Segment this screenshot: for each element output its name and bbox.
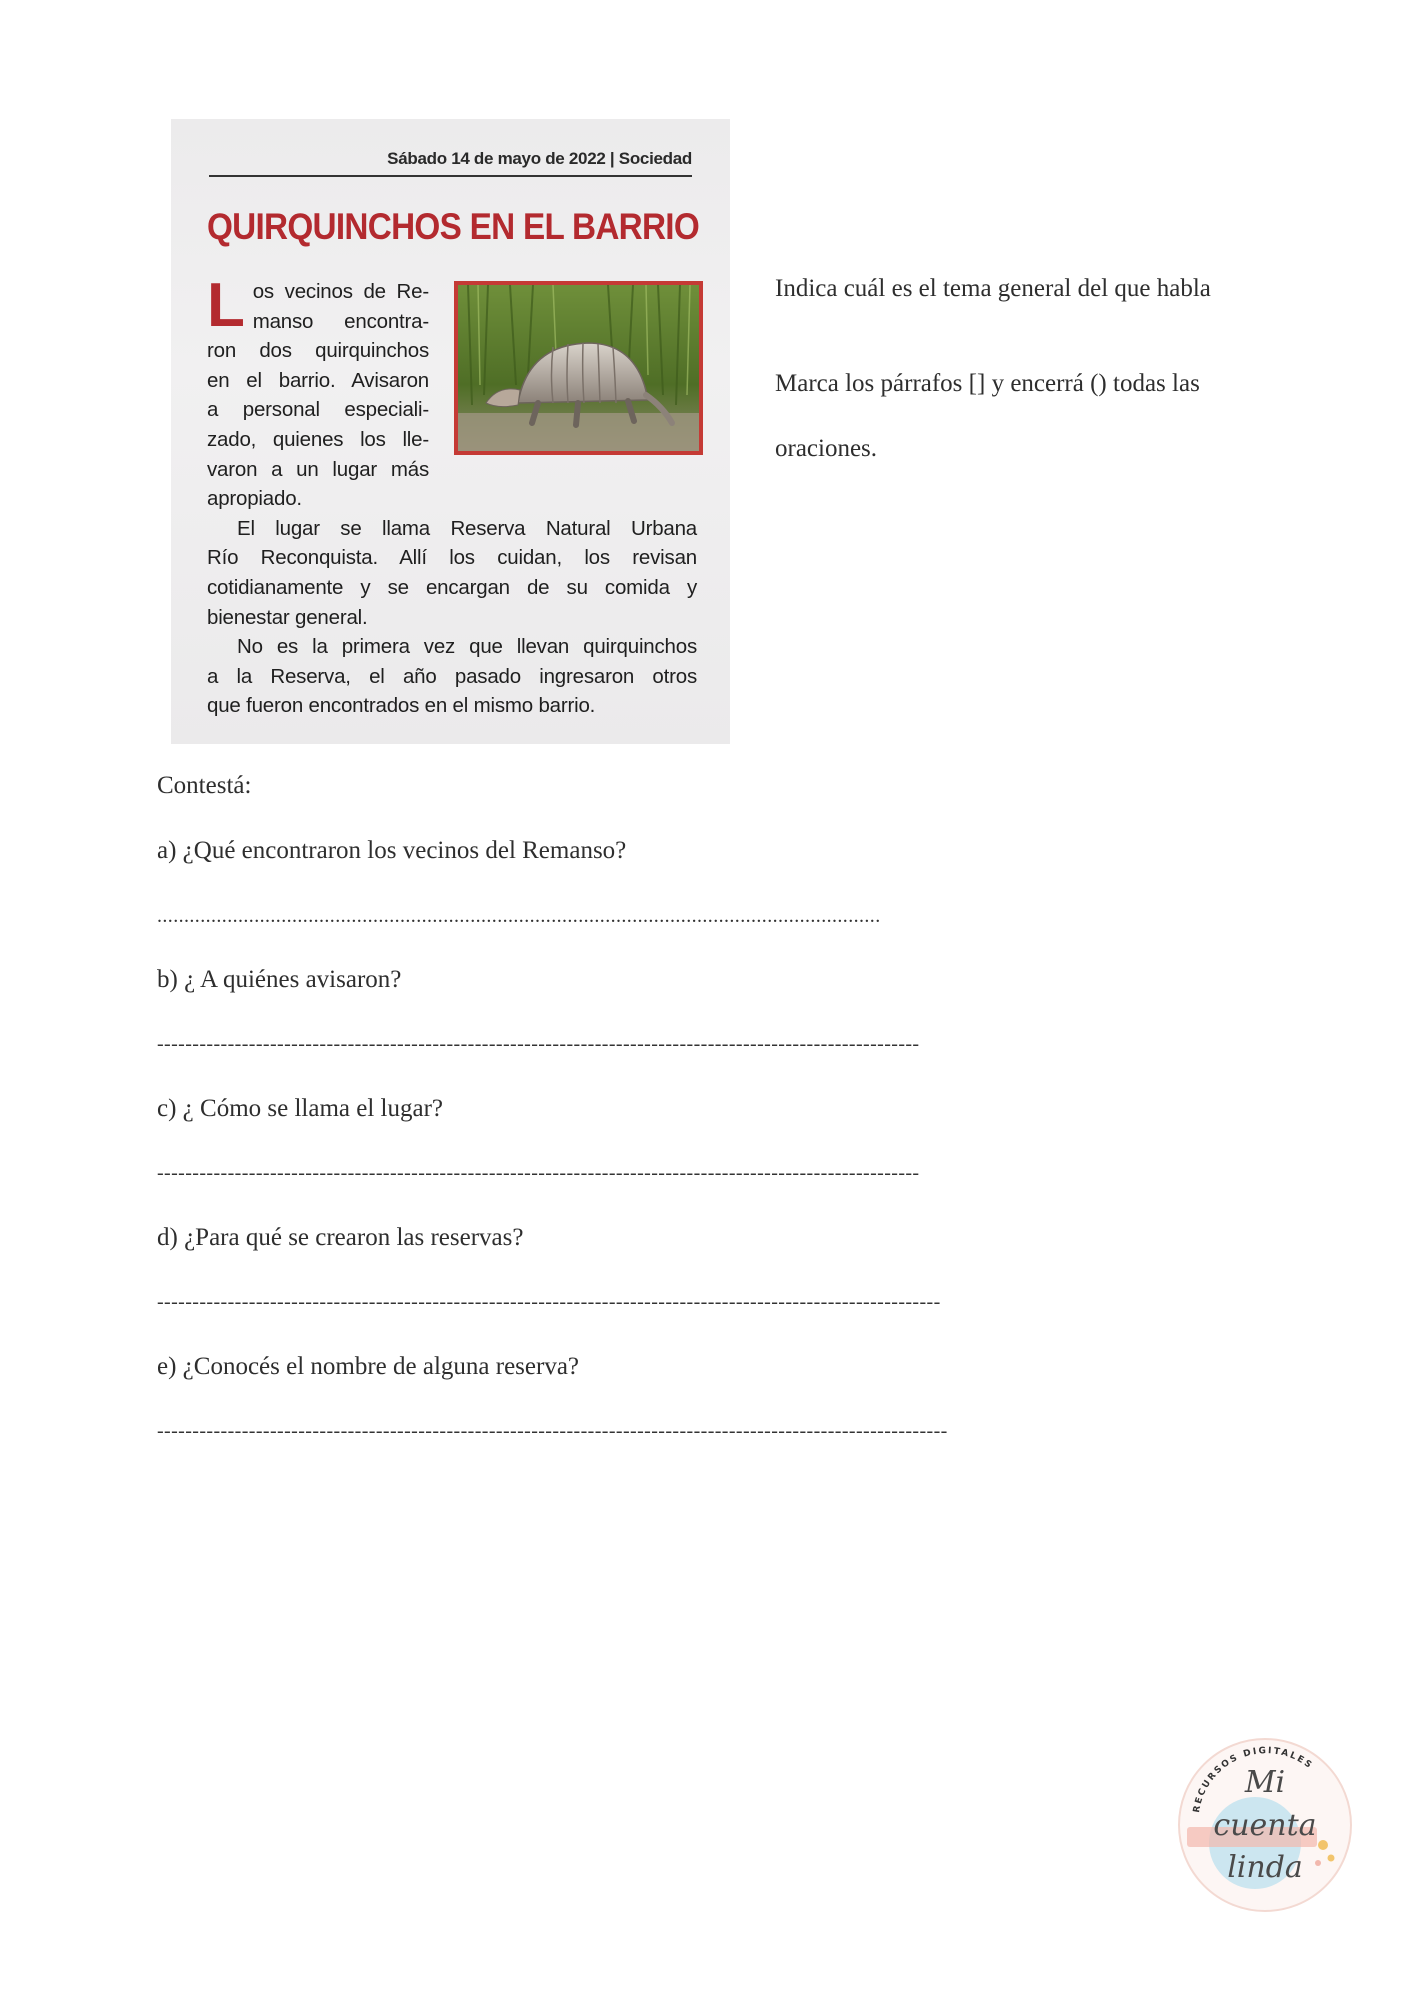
article-line: manso encontra- [252,309,429,333]
logo-text-line2: cuenta [1213,1808,1317,1843]
brand-logo [1175,1735,1355,1915]
instruction-mark-paragraphs-cont: oraciones. [775,435,878,462]
clipping-rule [209,175,692,177]
article-line: a la Reserva, el año pasado ingresaron otros [207,664,697,688]
article-line: os vecinos de Re- [252,280,429,303]
question-b: b) ¿ A quiénes avisaron? [157,966,402,993]
article-line: bienestar general. [207,605,368,629]
question-e: e) ¿Conocés el nombre de alguna reserva? [157,1353,580,1380]
instruction-mark-paragraphs: Marca los párrafos [] y encerrá () todas las [775,370,1200,397]
article-line: varon a un lugar más [207,457,429,481]
article-line: ron dos quirquinchos [207,339,429,363]
question-a: a) ¿Qué encontraron los vecinos del Remanso? [157,837,627,864]
article-line: zado, quienes los lle- [207,427,429,451]
answer-line-c[interactable]: ------------------------------------------------------------------------------------------------------------ [157,1162,920,1184]
paragraph-1 [207,271,697,514]
article-line: El lugar se llama Reserva Natural Urbana [237,516,697,540]
answer-line-e[interactable]: ---------------------------------------------------------------------------------------------------------------- [157,1420,948,1442]
logo-text-line1: Mi [1244,1765,1286,1800]
clipping-headline: QUIRQUINCHOS EN EL BARRIO [207,206,700,247]
answer-line-d[interactable]: --------------------------------------------------------------------------------------------------------------- [157,1291,941,1313]
article-line: apropiado. [207,487,302,511]
answer-line-a[interactable]: ...................................................................................................................................... [157,905,881,927]
drop-cap: L [207,271,245,340]
question-d: d) ¿Para qué se crearon las reservas? [157,1224,524,1251]
paragraph-2 [207,514,697,632]
article-line: en el barrio. Avisaron [207,368,429,392]
questions-heading: Contestá: [157,772,252,799]
logo-text-line3: linda [1227,1850,1303,1885]
clipping-article-body [207,271,697,721]
article-line: Río Reconquista. Allí los cuidan, los revisan [207,546,697,570]
article-line: cotidianamente y se encargan de su comida y [207,575,697,599]
article-line: No es la primera vez que llevan quirquinchos [237,635,697,659]
article-line: a personal especiali- [207,398,429,422]
article-line: que fueron encontrados en el mismo barrio. [207,694,596,718]
newspaper-clipping [171,119,730,744]
logo-ring-label: RECURSOS DIGITALES [1191,1746,1315,1814]
question-c: c) ¿ Cómo se llama el lugar? [157,1095,443,1122]
paragraph-3 [207,632,697,721]
instruction-topic: Indica cuál es el tema general del que habla [775,275,1211,302]
answer-line-b[interactable]: ------------------------------------------------------------------------------------------------------------ [157,1033,920,1055]
clipping-date-line: Sábado 14 de mayo de 2022 | Sociedad [387,149,692,168]
